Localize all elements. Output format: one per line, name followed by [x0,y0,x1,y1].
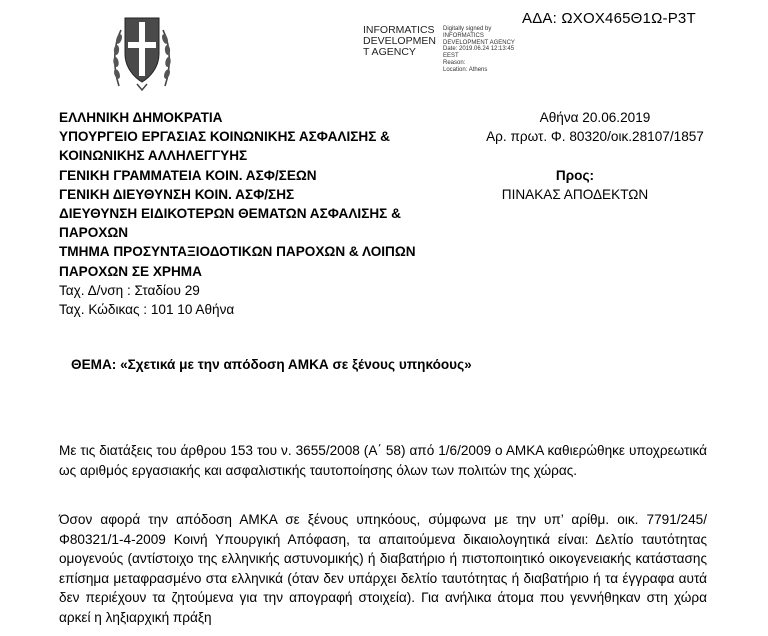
document-date: Αθήνα 20.06.2019 [539,110,651,125]
protocol-number: Αρ. πρωτ. Φ. 80320/οικ.28107/1857 [486,129,704,145]
sender-line: ΔΙΕΥΘΥΝΣΗ ΕΙΔΙΚΟΤΕΡΩΝ ΘΕΜΑΤΩΝ ΑΣΦΑΛΙΣΗΣ & [59,206,401,222]
sender-line: ΓΕΝΙΚΗ ΓΡΑΜΜΑΤΕΙΑ ΚΟΙΝ. ΑΣΦ/ΣΕΩΝ [59,167,317,183]
recipient-block [490,166,660,204]
sender-line: ΕΛΛΗΝΙΚΗ ΔΗΜΟΚΡΑΤΙΑ [59,110,223,125]
body-paragraph: Με τις διατάξεις του άρθρου 153 του ν. 3655/2008 (Α΄ 58) από 1/6/2009 ο ΑΜΚΑ καθιερώθηκε υποχρεωτικά ως αριθμός εργασιακής και ασφαλιστικής ταυτοποίησης όλων των πολιτών της χώρας. [59,443,707,478]
ada-code: ΑΔΑ: ΩΧΟΧ465Θ1Ω-Ρ3Τ [522,10,696,27]
sender-line: ΠΑΡΟΧΩΝ ΣΕ ΧΡΗΜΑ [59,263,202,279]
signature-details: Digitally signed by INFORMATICS DEVELOPMENT AGENCY Date: 2019.06.24 12:13:45 EEST Reason: Location: Athens [443,26,515,73]
greek-emblem-icon [111,8,173,92]
sender-line: ΤΜΗΜΑ ΠΡΟΣΥΝΤΑΞΙΟΔΟΤΙΚΩΝ ΠΑΡΟΧΩΝ & ΛΟΙΠΩΝ [59,244,416,260]
signature-block [363,25,437,58]
sender-line: ΥΠΟΥΡΓΕΙΟ ΕΡΓΑΣΙΑΣ ΚΟΙΝΩΝΙΚΗΣ ΑΣΦΑΛΙΣΗΣ & [59,129,390,145]
sender-line: ΚΟΙΝΩΝΙΚΗΣ ΑΛΛΗΛΕΓΓΥΗΣ [59,148,248,164]
document-subject: ΘΕΜΑ: «Σχετικά με την απόδοση ΑΜΚΑ σε ξένους υπηκόους» [71,357,472,372]
sender-line: ΓΕΝΙΚΗ ΔΙΕΥΘΥΝΣΗ ΚΟΙΝ. ΑΣΦ/ΣΗΣ [59,186,295,202]
signature-agency: INFORMATICS DEVELOPMEN T AGENCY [363,24,436,58]
body-paragraph: Όσον αφορά την απόδοση ΑΜΚΑ σε ξένους υπηκόους, σύμφωνα με την υπ’ αρίθμ. οικ. 7791/245/Φ80321/1-4-2009 Κοινή Υπουργική Απόφαση, τα απαιτούμενα δικαιολογητικά είναι: Δελτίο ταυτότητας ομογενούς (αντίστοιχο της ελληνικής αστυνομικής) ή διαβατήριο ή πιστοποιητικό οικογενειακής κατάστασης επίσημα μεταφρασμένο στα ελληνικά (όταν δεν υπάρχει δελτίο ταυτότητας ή διαβατήριο ή τα έγγραφα αυτά δεν περιέχουν τα ζητούμενα για την απογραφή στοιχεία). Για ανήλικα άτομα που γεννήθηκαν στη χώρα αρκεί η ληξιαρχική πράξη [59,512,707,625]
sender-line: ΠΑΡΟΧΩΝ [59,225,129,241]
recipient-label: Προς: [555,168,595,183]
date-protocol-block [470,108,720,146]
recipient-value: ΠΙΝΑΚΑΣ ΑΠΟΔΕΚΤΩΝ [501,187,649,203]
sender-address: Ταχ. Δ/νση : Σταδίου 29 [59,282,200,298]
sender-postal-code: Ταχ. Κώδικας : 101 10 Αθήνα [59,302,235,318]
sender-block [59,108,479,319]
